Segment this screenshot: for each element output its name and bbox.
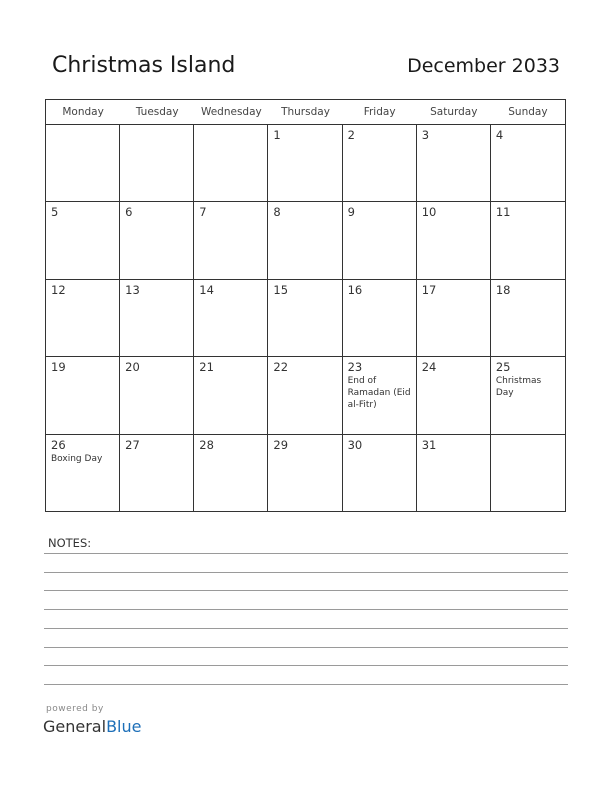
day-number: 20	[125, 360, 140, 375]
day-cell	[343, 280, 417, 356]
day-number: 22	[273, 360, 289, 375]
day-cell	[417, 125, 491, 201]
day-number: 31	[421, 437, 437, 452]
calendar-month: December 2033	[407, 55, 560, 77]
day-cell	[194, 357, 268, 433]
brand-name-part2: Blue	[106, 717, 142, 736]
day-cell	[417, 435, 491, 512]
weekday-label: Monday	[62, 106, 104, 118]
day-cell	[491, 357, 565, 433]
weekday-label: Thursday	[281, 106, 330, 118]
day-number: 28	[199, 437, 214, 452]
day-number: 30	[347, 437, 363, 452]
day-cell	[343, 435, 417, 512]
day-cell	[268, 280, 342, 356]
day-cell	[268, 202, 342, 278]
day-cell	[120, 435, 194, 512]
powered-by-text: powered by	[46, 704, 104, 714]
day-number: 1	[273, 128, 281, 142]
day-cell	[194, 202, 268, 278]
day-cell	[46, 435, 120, 512]
day-cell	[268, 357, 342, 433]
day-number: 27	[125, 437, 140, 452]
note-line	[44, 572, 568, 573]
note-line	[44, 684, 568, 685]
day-number: 25	[495, 360, 511, 375]
day-number: 26	[51, 437, 66, 452]
brand-name-part1: General	[43, 717, 107, 736]
day-number: 7	[199, 205, 207, 220]
day-number: 4	[495, 128, 504, 142]
day-cell	[491, 280, 565, 356]
day-cell	[491, 435, 565, 512]
day-number: 13	[125, 282, 140, 297]
week-row	[46, 202, 565, 279]
day-number: 14	[199, 282, 214, 297]
note-line	[44, 665, 568, 666]
notes-label: NOTES:	[48, 536, 92, 550]
day-cell	[417, 357, 491, 433]
week-row	[46, 357, 565, 434]
day-cell	[268, 435, 342, 512]
day-cell	[46, 125, 120, 201]
day-number: 10	[421, 205, 437, 220]
week-row	[46, 125, 565, 202]
weekday-header-row	[46, 100, 565, 125]
weekday-label: Tuesday	[135, 106, 179, 118]
brand-logo	[43, 717, 141, 736]
day-cell	[268, 125, 342, 201]
weekday-label: Friday	[363, 106, 396, 118]
day-cell	[46, 202, 120, 278]
day-cell	[194, 280, 268, 356]
day-cell	[120, 280, 194, 356]
note-line	[44, 647, 568, 648]
day-cell	[343, 202, 417, 278]
day-number: 17	[421, 282, 437, 297]
day-cell	[120, 357, 194, 433]
day-number: 6	[125, 205, 133, 220]
day-number: 3	[421, 128, 430, 142]
day-cell	[194, 125, 268, 201]
day-number: 23	[347, 360, 363, 375]
holiday-label: Boxing Day	[51, 453, 103, 464]
day-number: 16	[347, 282, 363, 297]
weekday-label: Sunday	[508, 106, 548, 118]
day-number: 21	[199, 360, 214, 375]
day-number: 2	[347, 128, 355, 142]
note-line	[44, 590, 568, 591]
day-number: 12	[51, 282, 66, 297]
day-number: 9	[347, 205, 355, 220]
note-line	[44, 609, 568, 610]
weekday-label: Saturday	[430, 106, 478, 118]
day-number: 24	[421, 360, 437, 375]
day-cell	[491, 202, 565, 278]
day-number: 11	[495, 205, 511, 220]
day-cell	[417, 202, 491, 278]
day-cell	[120, 125, 194, 201]
weeks-container	[46, 125, 565, 512]
note-line	[44, 553, 568, 554]
day-cell	[194, 435, 268, 512]
day-cell	[343, 125, 417, 201]
day-number: 8	[273, 205, 281, 220]
day-cell	[491, 125, 565, 201]
week-row	[46, 280, 565, 357]
weekday-label: Wednesday	[200, 106, 262, 118]
holiday-label: End of Ramadan (Eid al-Fitr)	[347, 376, 411, 411]
week-row	[46, 435, 565, 512]
holiday-label: Christmas Day	[495, 376, 542, 399]
day-cell	[343, 357, 417, 433]
calendar-title: Christmas Island	[52, 53, 236, 78]
day-cell	[417, 280, 491, 356]
day-number: 19	[51, 360, 66, 375]
day-cell	[120, 202, 194, 278]
day-number: 29	[273, 437, 289, 452]
calendar-grid	[45, 99, 566, 512]
day-cell	[46, 280, 120, 356]
day-number: 5	[51, 205, 59, 220]
day-number: 18	[495, 282, 511, 297]
day-cell	[46, 357, 120, 433]
note-line	[44, 628, 568, 629]
day-number: 15	[273, 282, 289, 297]
